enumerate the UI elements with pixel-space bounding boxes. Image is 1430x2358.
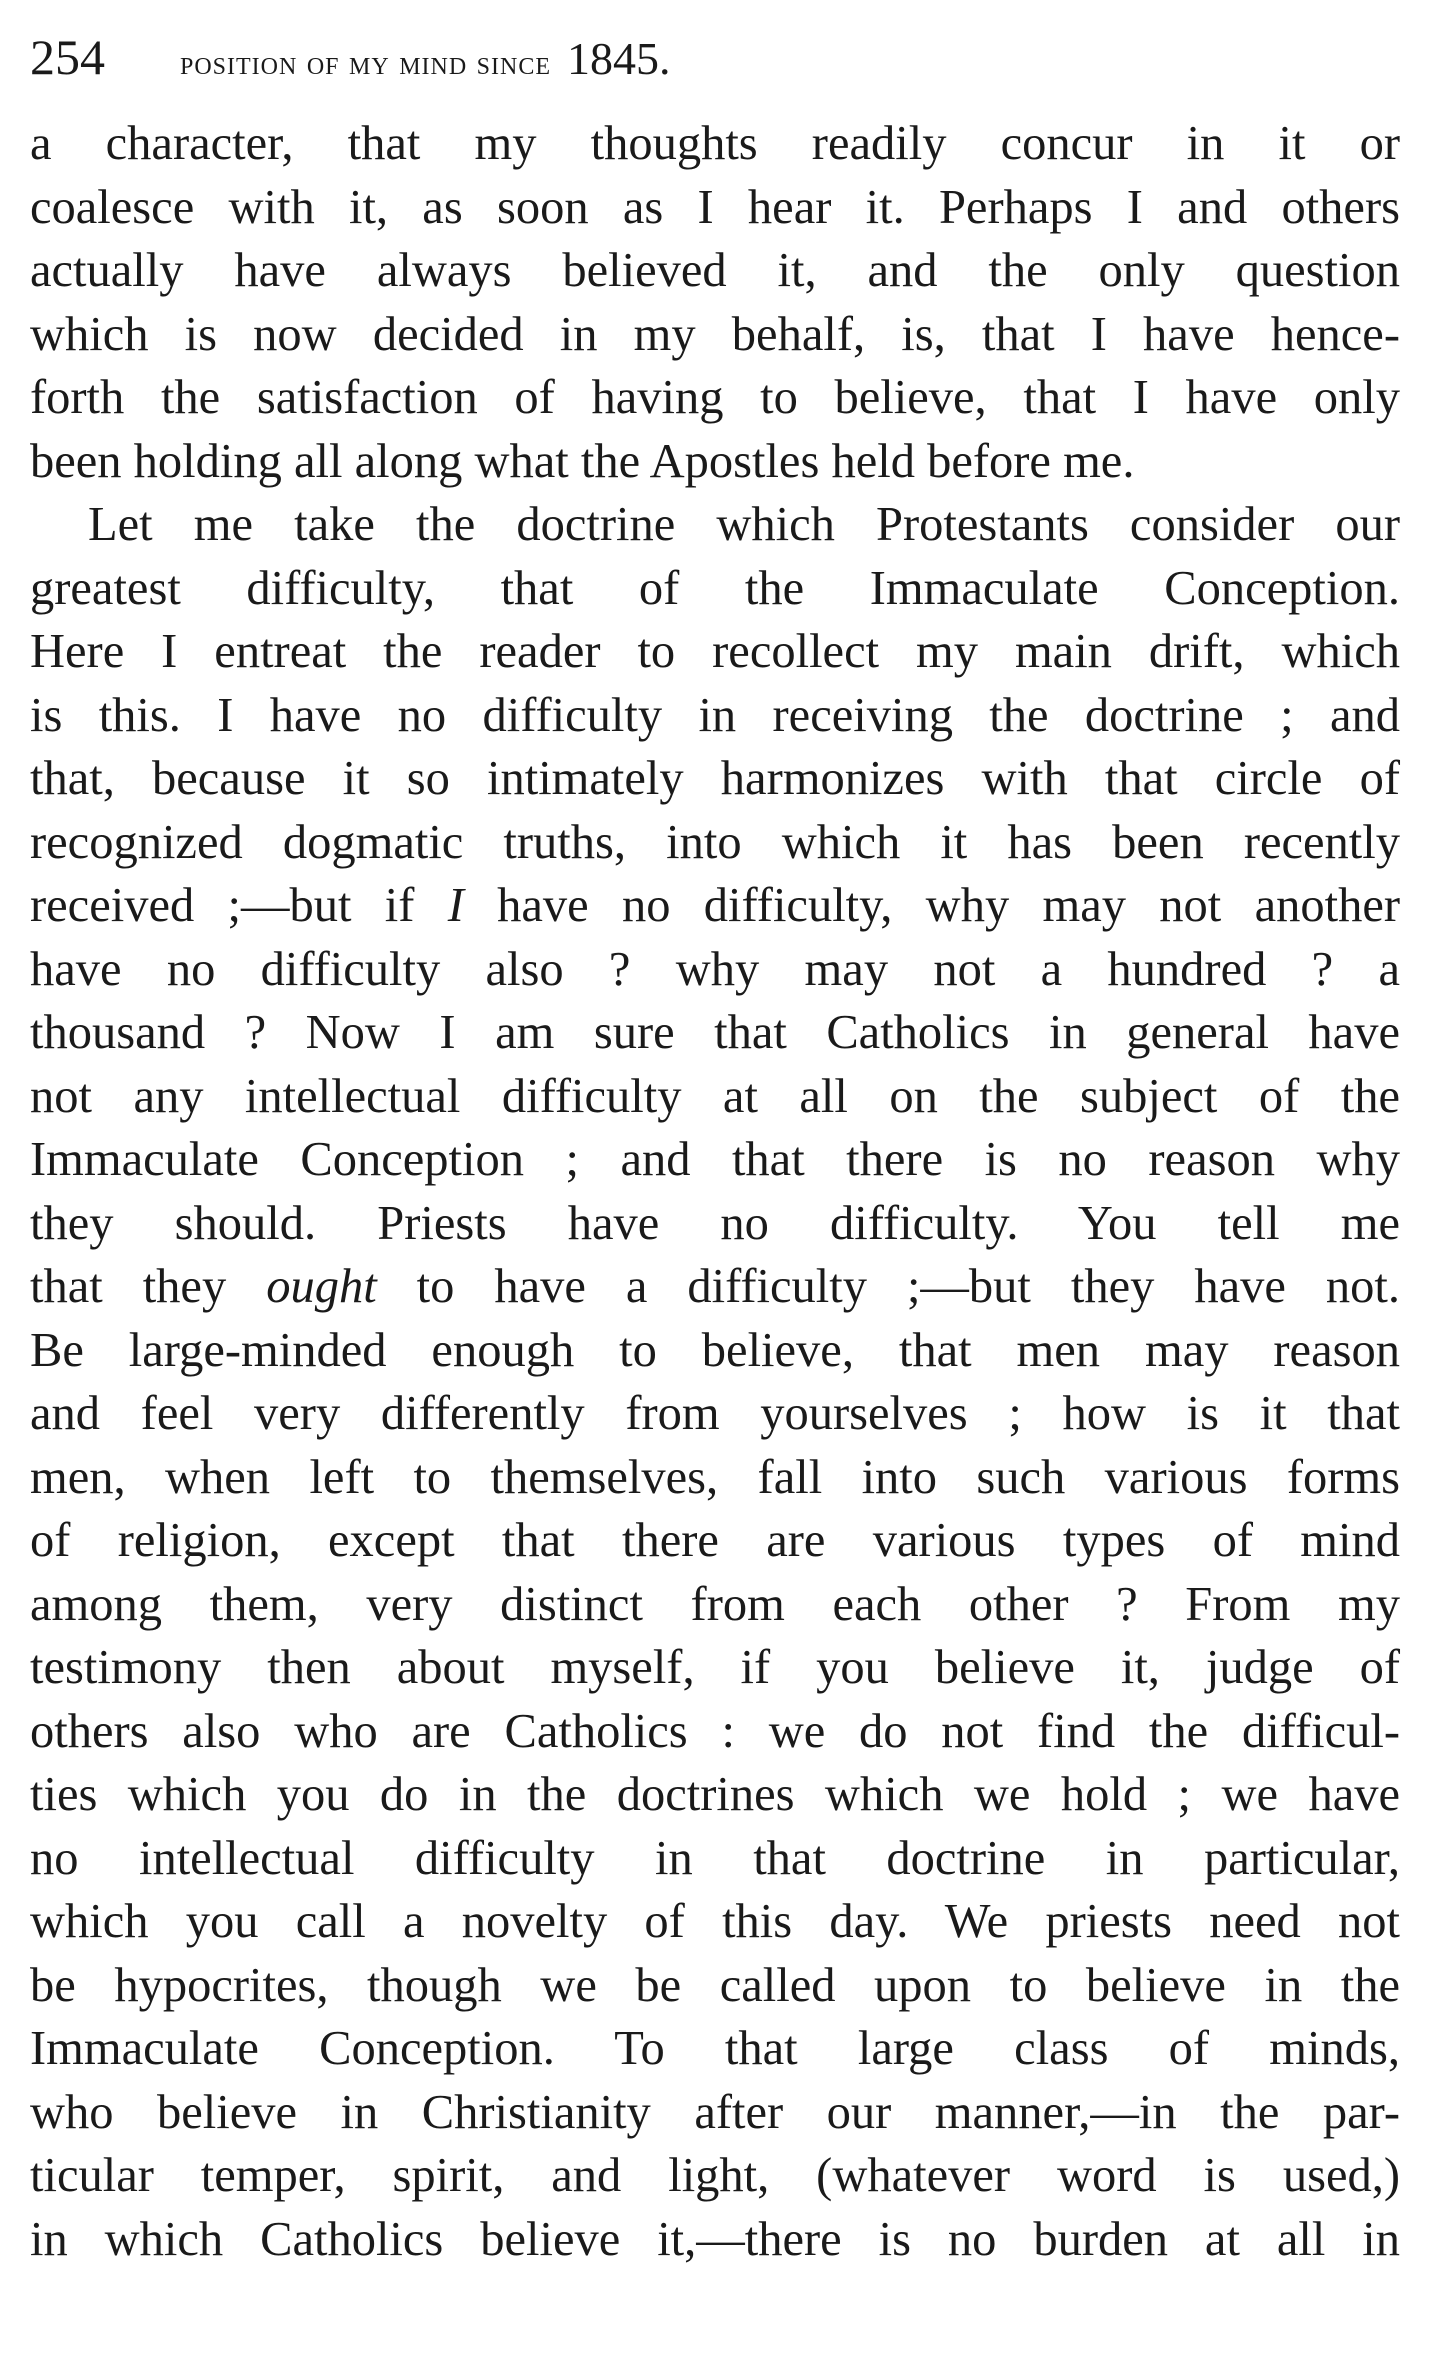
text-fragment: that they	[30, 1260, 267, 1313]
page-number: 254	[30, 29, 105, 85]
text-line: that, because it so intimately harmonizes with that circle of	[30, 752, 1400, 805]
page-header	[30, 28, 1400, 106]
text-line: who believe in Christianity after our manner,—in the par-	[30, 2085, 1400, 2139]
italic-text: I	[447, 879, 464, 932]
text-line: which you call a novelty of this day. We priests need not	[30, 1895, 1400, 1948]
text-line: ticular temper, spirit, and light, (whatever word is used,)	[30, 2149, 1400, 2202]
text-line: recognized dogmatic truths, into which it has been recently	[30, 815, 1400, 869]
text-line: Here I entreat the reader to recollect my main drift, which	[30, 625, 1400, 678]
text-fragment: to have a difficulty ;—but they have not.	[376, 1260, 1400, 1313]
text-line: is this. I have no difficulty in receiving the doctrine ; and	[30, 688, 1400, 742]
text-line: thousand ? Now I am sure that Catholics in general have	[30, 1006, 1400, 1059]
text-line: greatest difficulty, that of the Immaculate Conception.	[30, 561, 1400, 615]
text-line: and feel very differently from yourselves ; how is it that	[30, 1387, 1400, 1440]
running-head-year: 1845.	[567, 33, 671, 84]
text-line: they should. Priests have no difficulty. You tell me	[30, 1196, 1400, 1250]
text-line: be hypocrites, though we be called upon to believe in the	[30, 1958, 1400, 2012]
text-line: of religion, except that there are various types of mind	[30, 1514, 1400, 1567]
text-line: among them, very distinct from each other ? From my	[30, 1577, 1400, 1631]
running-head: position of my mind since	[180, 45, 552, 82]
text-line: testimony then about myself, if you believe it, judge of	[30, 1641, 1400, 1694]
book-page	[30, 28, 1400, 2271]
text-line: been holding all along what the Apostles held before me.	[30, 434, 1135, 488]
text-line: not any intellectual difficulty at all on the subject of the	[30, 1069, 1400, 1123]
text-line: which is now decided in my behalf, is, that I have hence-	[30, 307, 1400, 361]
text-line: Be large-minded enough to believe, that men may reason	[30, 1323, 1400, 1377]
text-line: Immaculate Conception. To that large class of minds,	[30, 2022, 1400, 2075]
text-line: a character, that my thoughts readily concur in it or	[30, 117, 1400, 170]
text-line: Immaculate Conception ; and that there is no reason why	[30, 1133, 1400, 1186]
body-text	[30, 112, 1400, 2271]
text-line: ties which you do in the doctrines which we hold ; we have	[30, 1768, 1400, 1821]
text-line: have no difficulty also ? why may not a hundred ? a	[30, 942, 1400, 996]
text-line: others also who are Catholics : we do not find the difficul-	[30, 1704, 1400, 1758]
text-line: men, when left to themselves, fall into such various forms	[30, 1450, 1400, 1504]
italic-text: ought	[266, 1260, 377, 1313]
text-line: forth the satisfaction of having to believe, that I have only	[30, 371, 1400, 424]
text-line	[30, 874, 1400, 938]
text-fragment: have no difficulty, why may not another	[463, 879, 1400, 932]
text-line: no intellectual difficulty in that doctrine in particular,	[30, 1831, 1400, 1885]
text-line	[30, 1255, 1400, 1319]
text-line: Let me take the doctrine which Protestants consider our	[88, 498, 1400, 551]
text-line: actually have always believed it, and the only question	[30, 244, 1400, 297]
text-line: coalesce with it, as soon as I hear it. Perhaps I and others	[30, 180, 1400, 234]
text-fragment: received ;—but if	[30, 879, 448, 932]
text-line: in which Catholics believe it,—there is no burden at all in	[30, 2212, 1400, 2266]
